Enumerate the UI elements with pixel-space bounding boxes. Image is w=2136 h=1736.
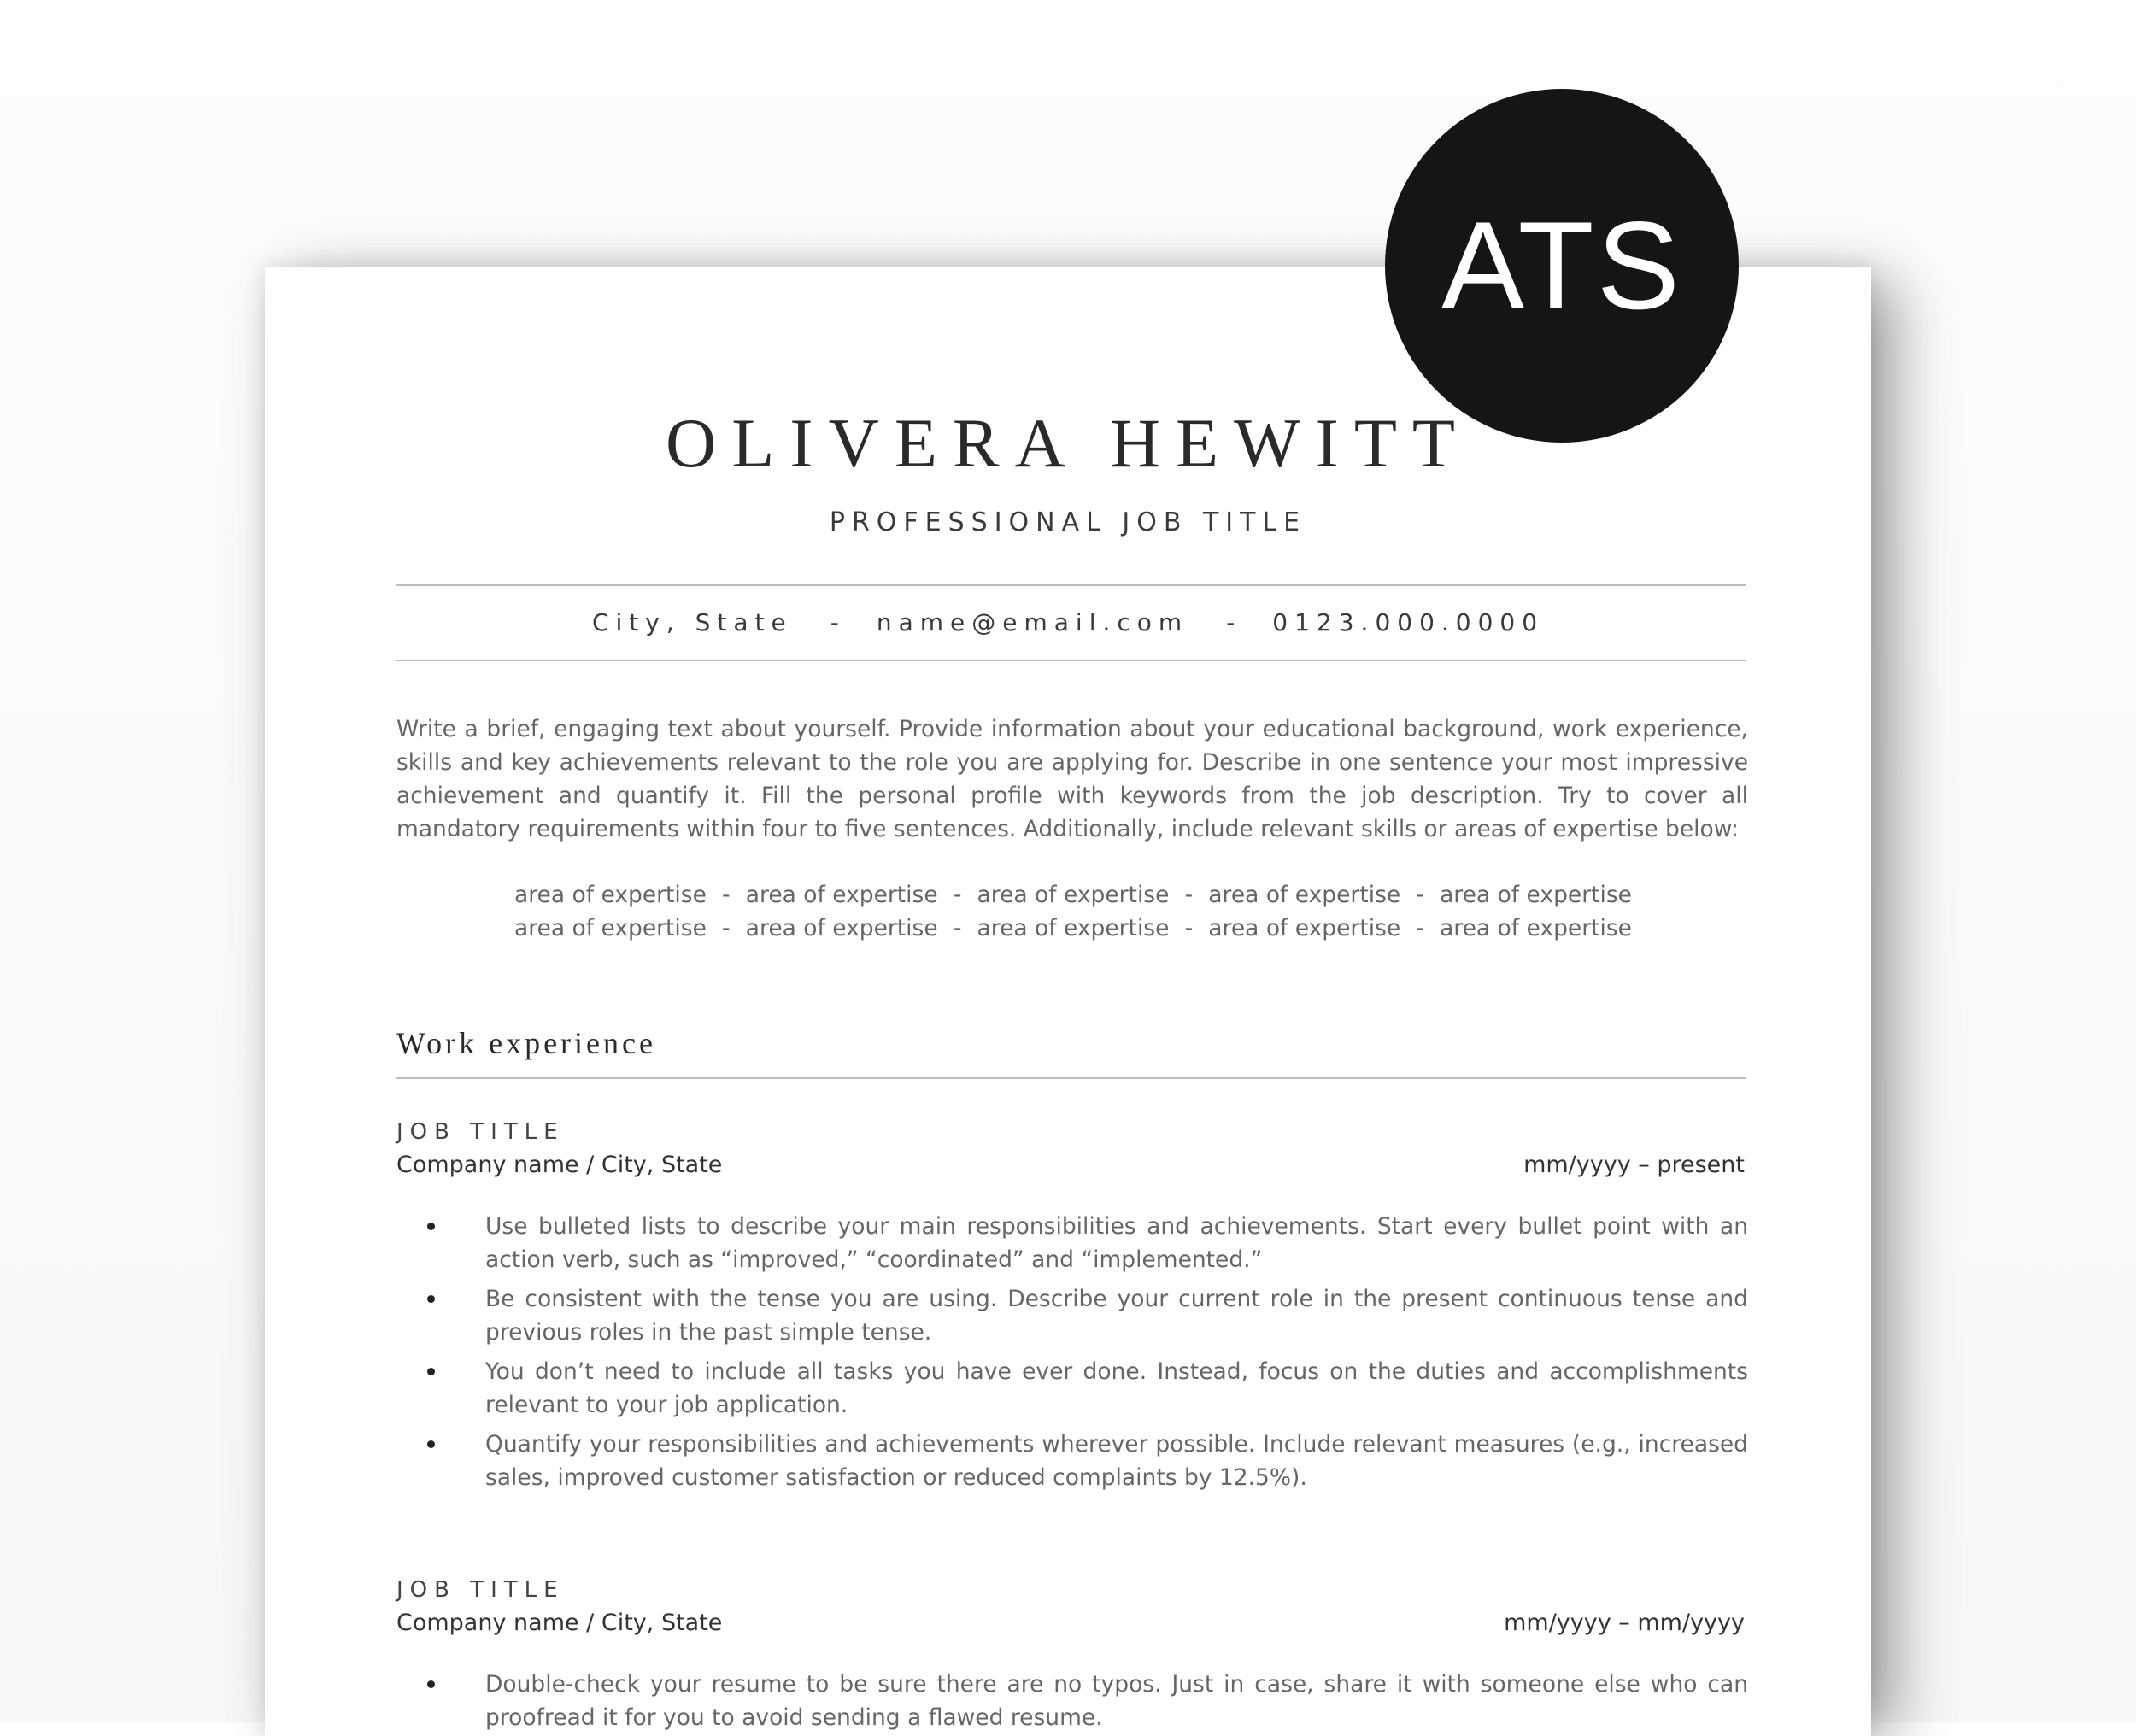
candidate-name: OLIVERA HEWITT	[666, 404, 1470, 482]
job-company: Company name / City, State	[396, 1152, 723, 1178]
job-bullets	[396, 1668, 1748, 1736]
expertise-separator: -	[722, 915, 731, 941]
professional-job-title: PROFESSIONAL JOB TITLE	[829, 507, 1307, 537]
expertise-separator: -	[1184, 915, 1194, 941]
expertise-item: area of expertise	[977, 915, 1170, 941]
contact-bottom-divider	[396, 660, 1746, 661]
contact-email: name@email.com	[876, 608, 1189, 636]
bullet-dot	[427, 1223, 435, 1230]
bullet-text: You don’t need to include all tasks you have ever done. Instead, focus on the duties and accomplishments relevant to your job application.	[485, 1358, 1748, 1418]
bullet-item	[396, 1428, 1748, 1494]
expertise-item: area of expertise	[745, 882, 938, 908]
bullet-text: Use bulleted lists to describe your main responsibilities and achievements. Start every bullet point with an action verb, such as “improved,” “coordinated” and “implemented.”	[485, 1213, 1748, 1273]
job-bullets	[396, 1210, 1748, 1500]
job-title: JOB TITLE	[396, 1577, 565, 1603]
bullet-item	[396, 1355, 1748, 1422]
expertise-item: area of expertise	[745, 915, 938, 941]
bullet-item	[396, 1668, 1748, 1734]
section-divider	[396, 1077, 1746, 1079]
expertise-item: area of expertise	[514, 882, 707, 908]
job-dates: mm/yyyy – present	[1523, 1152, 1745, 1178]
expertise-separator: -	[1416, 882, 1424, 908]
expertise-item: area of expertise	[1208, 915, 1401, 941]
expertise-row	[514, 878, 1632, 912]
profile-summary: Write a brief, engaging text about yourself. Provide information about your educational background, work experience, skills and key achievements relevant to the role you are applying for. Describe in one sentence your most impressive achievement and quantify it. Fill the personal profile with keywords from the job description. Try to cover all mandatory requirements within four to five sentences. Additionally, include relevant skills or areas of expertise below:	[396, 716, 1748, 842]
expertise-item: area of expertise	[1208, 882, 1401, 908]
expertise-separator: -	[1416, 915, 1424, 941]
expertise-list	[514, 878, 1632, 945]
job-title: JOB TITLE	[396, 1119, 565, 1145]
contact-location: City, State	[591, 608, 793, 636]
contact-phone: 0123.000.0000	[1272, 608, 1545, 636]
bullet-text: Quantify your responsibilities and achievements wherever possible. Include relevant measures (e.g., increased sales, improved customer satisfaction or reduced complaints by 12.5%).	[485, 1431, 1748, 1491]
resume-page	[265, 267, 1871, 1736]
ats-badge: ATS	[1385, 89, 1739, 443]
bullet-dot	[427, 1440, 435, 1448]
contact-line	[265, 608, 1871, 636]
expertise-item: area of expertise	[1440, 882, 1632, 908]
bullet-text: Double-check your resume to be sure there are no typos. Just in case, share it with someone else who can proofread it for you to avoid sending a flawed resume.	[485, 1671, 1748, 1731]
bullet-text: Be consistent with the tense you are using. Describe your current role in the present continuous tense and previous roles in the past simple tense.	[485, 1286, 1748, 1346]
expertise-separator: -	[1184, 882, 1194, 908]
contact-top-divider	[396, 584, 1746, 586]
section-title-work-experience: Work experience	[396, 1026, 656, 1060]
bullet-dot	[427, 1680, 435, 1688]
contact-separator: -	[830, 608, 839, 636]
expertise-item: area of expertise	[977, 882, 1170, 908]
bullet-item	[396, 1210, 1748, 1276]
bullet-dot	[427, 1368, 435, 1375]
expertise-separator: -	[953, 882, 962, 908]
job-dates: mm/yyyy – mm/yyyy	[1504, 1610, 1745, 1636]
expertise-separator: -	[953, 915, 962, 941]
bullet-item	[396, 1282, 1748, 1349]
bullet-dot	[427, 1295, 435, 1303]
expertise-item: area of expertise	[514, 915, 707, 941]
expertise-row	[514, 912, 1632, 945]
expertise-item: area of expertise	[1440, 915, 1632, 941]
expertise-separator: -	[722, 882, 731, 908]
contact-separator: -	[1226, 608, 1235, 636]
job-company: Company name / City, State	[396, 1610, 723, 1636]
